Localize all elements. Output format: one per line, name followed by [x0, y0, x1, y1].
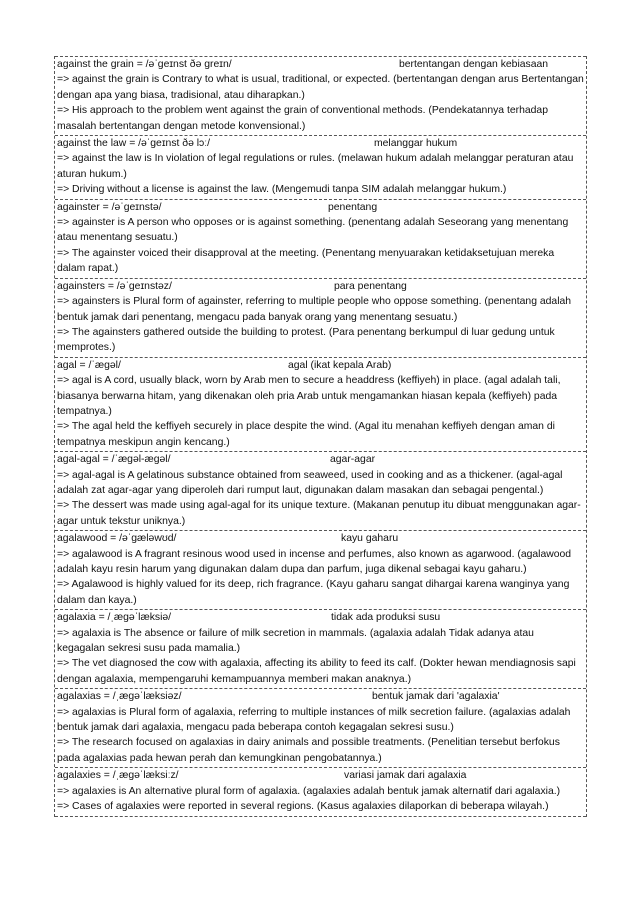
entry-translation: melanggar hukum	[374, 138, 458, 150]
entry-definition: => agal is A cord, usually black, worn by Arab men to secure a headdress (keffiyeh) in place. (agal adalah tali, biasanya berwarna hitam, yang dikenakan oleh pria Arab untuk mengamankan hiasan kepala (keffiyeh) pada tempatnya.)	[57, 375, 561, 417]
entry-headword: agalaxias = /ˌæɡəˈlæksiəz/	[57, 691, 182, 703]
entry-headword: agalaxies = /ˌæɡəˈlæksiːz/	[57, 770, 179, 782]
entry-example: => Driving without a license is against the law. (Mengemudi tanpa SIM adalah melanggar hukum.)	[57, 184, 507, 196]
entry-headword: againsters = /əˈɡeɪnstəz/	[57, 280, 172, 292]
entry-headword: agal-agal = /ˈæɡəl-æɡəl/	[57, 454, 171, 466]
entry-headword: against the grain = /əˈɡeɪnst ðə ɡreɪn/	[57, 59, 232, 70]
entry-example: => The research focused on agalaxias in dairy animals and possible treatments. (Penelitian tersebut berfokus pada agalaxias pada hewan perah dan kemungkinan pengobatannya.)	[57, 737, 560, 764]
entry-definition: => agalawood is A fragrant resinous wood used in incense and perfumes, also known as agarwood. (agalawood adalah kayu resin harum yang digunakan dalam dupa dan parfum, juga dikenal sebagai kayu gaharu.)	[57, 548, 572, 575]
entry-example: => The againster voiced their disapproval at the meeting. (Penentang menyuarakan ketidaksetujuan mereka dalam rapat.)	[57, 247, 555, 275]
dictionary-page	[54, 56, 587, 817]
entry-example: => The dessert was made using agal-agal for its unique texture. (Makanan penutup itu dibuat menggunakan agar-agar untuk tekstur uniknya.)	[57, 500, 581, 527]
entry-example: => Agalawood is highly valued for its deep, rich fragrance. (Kayu gaharu sangat dihargai karena wanginya yang dalam dan kaya.)	[57, 579, 570, 606]
dictionary-entry	[55, 56, 586, 135]
entry-definition: => againsters is Plural form of againster, referring to multiple people who oppose something. (penentang adalah bentuk jamak dari penentang, mengacu pada banyak orang yang menentang sesuatu.)	[57, 296, 572, 323]
entry-example: => Cases of agalaxies were reported in several regions. (Kasus agalaxies dilaporkan di beberapa wilayah.)	[57, 801, 549, 813]
entry-definition: => against the grain is Contrary to what is usual, traditional, or expected. (bertentangan dengan arus Bertentangan dengan apa yang biasa, tradisional, atau diharapkan.)	[57, 74, 584, 101]
entry-definition: => agalaxias is Plural form of agalaxia, referring to multiple instances of milk secretion failure. (agalaxias adalah bentuk jamak dari agalaxia, mengacu pada beberapa contoh kegagalan sekresi susu.)	[57, 706, 571, 734]
entry-definition: => agalaxia is The absence or failure of milk secretion in mammals. (agalaxia adalah Tidak adanya atau kegagalan sekresi susu pada mamalia.)	[57, 627, 534, 655]
dictionary-entry	[55, 278, 586, 357]
dictionary-entry	[55, 530, 586, 609]
entry-example: => His approach to the problem went against the grain of conventional methods. (Pendekatannya terhadap masalah bertentangan dengan metode konvensional.)	[57, 105, 548, 132]
entry-translation: para penentang	[334, 280, 407, 292]
entry-definition: => agalaxies is An alternative plural form of agalaxia. (agalaxies adalah bentuk jamak alternatif dari agalaxia.)	[57, 785, 561, 797]
dictionary-entry	[55, 199, 586, 278]
entry-headword: agalaxia = /ˌæɡəˈlæksiə/	[57, 612, 172, 624]
dictionary-entry	[55, 451, 586, 530]
entry-example: => The againsters gathered outside the building to protest. (Para penentang berkumpul di luar gedung untuk memprotes.)	[57, 326, 555, 354]
entry-translation: bertentangan dengan kebiasaan	[399, 59, 549, 70]
entry-headword: againster = /əˈɡeɪnstə/	[57, 201, 162, 213]
entry-definition: => agal-agal is A gelatinous substance obtained from seaweed, used in cooking and as a thickener. (agal-agal adalah zat agar-agar yang diperoleh dari rumput laut, digunakan dalam masakan dan sebagai pengental.)	[57, 469, 563, 496]
entry-example: => The vet diagnosed the cow with agalaxia, affecting its ability to feed its calf. (Dokter hewan mendiagnosis sapi dengan agalaxia, mempengaruhi kemampuannya memberi makan anaknya.)	[57, 658, 576, 685]
entry-translation: agar-agar	[330, 454, 376, 466]
dictionary-entry	[55, 609, 586, 688]
entry-translation: bentuk jamak dari 'agalaxia'	[372, 691, 500, 703]
entry-translation: tidak ada produksi susu	[331, 612, 441, 624]
entry-translation: kayu gaharu	[341, 533, 399, 545]
entry-headword: agal = /ˈæɡəl/	[57, 359, 121, 371]
entry-translation: penentang	[328, 201, 378, 213]
entry-definition: => against the law is In violation of legal regulations or rules. (melawan hukum adalah melanggar peraturan atau aturan hukum.)	[57, 153, 574, 180]
entry-translation: variasi jamak dari agalaxia	[344, 770, 467, 782]
entry-definition: => againster is A person who opposes or is against something. (penentang adalah Seseorang yang menentang atau menentang sesuatu.)	[57, 217, 569, 244]
entry-headword: against the law = /əˈɡeɪnst ðə lɔː/	[57, 138, 211, 150]
dictionary-entry	[55, 688, 586, 767]
dictionary-entry	[55, 357, 586, 451]
dictionary-entry	[55, 135, 586, 199]
dictionary-entry	[55, 767, 586, 816]
entry-example: => The agal held the keffiyeh securely in place despite the wind. (Agal itu menahan keffiyeh dengan aman di tempatnya meskipun angin kencang.)	[57, 421, 555, 448]
entry-translation: agal (ikat kepala Arab)	[288, 359, 392, 371]
entry-headword: agalawood = /əˈɡæləwʊd/	[57, 533, 177, 545]
